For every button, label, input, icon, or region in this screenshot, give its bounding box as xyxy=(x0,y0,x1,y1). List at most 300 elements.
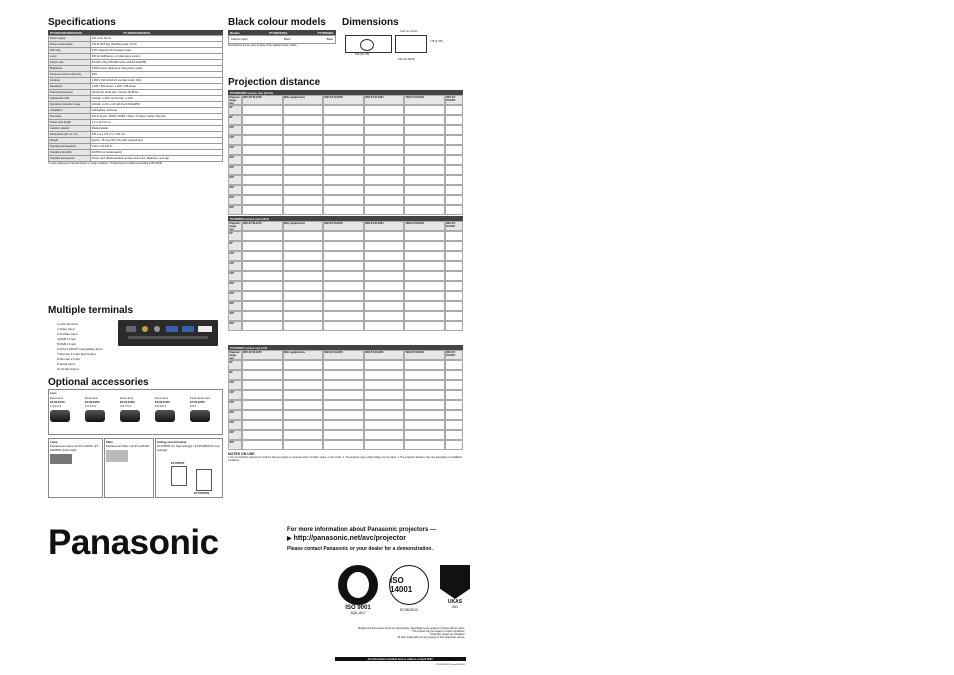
projection-col-header: With ET-DLE450 xyxy=(404,350,445,360)
lens-box xyxy=(48,389,223,435)
spec-value: 50-600 inches (50-300 inches with ET-DLE055) xyxy=(90,60,222,66)
projection-cell xyxy=(283,135,324,145)
projection-cell xyxy=(323,155,364,165)
projection-cell xyxy=(323,125,364,135)
spec-value: Approx. 15.0 kg (33.1 lbs) with supplied lens xyxy=(90,138,222,144)
black-note: Specifications are the same as those of the standard colour models. xyxy=(228,45,298,47)
projection-cell xyxy=(445,231,463,241)
projection-size-label: 150" xyxy=(228,271,242,281)
projection-cell xyxy=(323,175,364,185)
projection-cell xyxy=(445,430,463,440)
filter-image xyxy=(106,450,128,462)
specs-table xyxy=(48,30,223,165)
projection-cell xyxy=(283,125,324,135)
cert-iso9001-top: ISO 9001 xyxy=(345,605,371,611)
projection-col-header: With ET-DLE150 xyxy=(242,95,283,105)
projection-cell xyxy=(242,135,283,145)
projection-cell xyxy=(445,195,463,205)
projection-cell xyxy=(445,241,463,251)
dimensions-drawing-front xyxy=(345,35,392,53)
footer-code: PT-DW5100U Series/D5000U xyxy=(436,664,465,666)
spec-value: 2,000:1 (full on/full off, contrast mode: high) xyxy=(90,78,222,84)
projection-cell xyxy=(242,311,283,321)
projection-cell xyxy=(404,155,445,165)
projection-cell xyxy=(404,380,445,390)
footer-line: Projection images are simulated. xyxy=(430,633,465,637)
terminal-item: 4 RGB 1 Input xyxy=(57,337,77,341)
projection-cell xyxy=(323,115,364,125)
projection-cell xyxy=(404,105,445,115)
arrow-icon: ▶ xyxy=(287,536,292,542)
projection-cell xyxy=(242,301,283,311)
projection-cell xyxy=(445,291,463,301)
projection-cell xyxy=(323,390,364,400)
terminal-item: 9 Serial Input xyxy=(57,362,75,366)
projection-col-header: With ET-DLE350 xyxy=(364,350,405,360)
projection-cell xyxy=(242,195,283,205)
projection-cell xyxy=(283,115,324,125)
projection-cell xyxy=(364,231,405,241)
projection-cell xyxy=(323,261,364,271)
projection-cell xyxy=(242,155,283,165)
projection-cell xyxy=(445,105,463,115)
terminal-item: 6 DVI-D (HDCP Compatible) Input xyxy=(57,347,103,351)
black-r1: Black xyxy=(284,38,291,41)
lens-image xyxy=(85,410,105,422)
projection-cell xyxy=(364,291,405,301)
projection-cell xyxy=(242,251,283,261)
projection-size-label: 200" xyxy=(228,281,242,291)
projection-size-label: 300" xyxy=(228,430,242,440)
projection-cell xyxy=(242,321,283,331)
projection-cell xyxy=(404,440,445,450)
projection-cell xyxy=(445,370,463,380)
projection-cell xyxy=(283,321,324,331)
projection-cell xyxy=(404,175,445,185)
projection-col-header: With ET-DLE250 xyxy=(323,350,364,360)
projection-cell xyxy=(364,440,405,450)
projection-cell xyxy=(323,380,364,390)
spec-value: Molded plastic xyxy=(90,126,222,132)
projection-cell xyxy=(242,380,283,390)
projection-cell xyxy=(283,175,324,185)
terminals-list xyxy=(57,322,127,372)
projection-cell xyxy=(364,261,405,271)
mount-label: Ceiling mount bracket xyxy=(157,440,187,444)
lens-ratio: 3.9-7.5:1 xyxy=(120,404,132,408)
spec-key: Terminals xyxy=(49,114,91,120)
lens-ratio: 0.8:1 xyxy=(190,404,197,408)
projection-cell xyxy=(323,291,364,301)
lens-model: ET-DLE150 xyxy=(50,400,65,404)
projection-cell xyxy=(364,155,405,165)
projection-cell xyxy=(283,155,324,165)
projection-size-label: 120" xyxy=(228,135,242,145)
projection-cell xyxy=(364,251,405,261)
projection-cell xyxy=(242,205,283,215)
spec-value: 120 V AC, 60 Hz xyxy=(90,36,222,42)
projection-cell xyxy=(445,135,463,145)
lens-item xyxy=(190,396,221,422)
lens-image xyxy=(120,410,140,422)
projection-cell xyxy=(283,400,324,410)
terminal-item: 5 RGB 2 Input xyxy=(57,342,77,346)
spec-row xyxy=(49,156,223,162)
terminals-title: Multiple terminals xyxy=(48,305,134,316)
black-h2: PT-D5000UL xyxy=(317,30,334,35)
lens-item xyxy=(155,396,186,422)
projection-cell xyxy=(283,410,324,420)
spec-value: 530 mm x 175 mm x 430 mm xyxy=(90,132,222,138)
projection-grid xyxy=(228,95,463,215)
projection-cell xyxy=(242,360,283,370)
projection-cell xyxy=(364,370,405,380)
projection-cell xyxy=(364,241,405,251)
spec-key: Operating humidity xyxy=(49,150,91,156)
lens-model: ET-DLE350 xyxy=(120,400,135,404)
projection-cell xyxy=(364,271,405,281)
projection-cell xyxy=(364,145,405,155)
projection-cell xyxy=(323,251,364,261)
projection-size-label: 200" xyxy=(228,155,242,165)
projection-cell xyxy=(323,271,364,281)
projection-cell xyxy=(323,165,364,175)
spec-value: 300 W UHM lamps x 2 (dual lamp system) xyxy=(90,54,222,60)
projection-cell xyxy=(404,165,445,175)
filter-label: Filter xyxy=(106,440,113,444)
cert-iso14001-top: ISO 14001 xyxy=(390,576,413,594)
spec-value: 710 W (815 VA) (Standby mode: 16 W) xyxy=(90,42,222,48)
projection-cell xyxy=(323,105,364,115)
projection-col-header: With ET-DLE055 xyxy=(445,95,463,105)
projection-cell xyxy=(364,380,405,390)
projection-col-header: Diagonal image size xyxy=(228,95,242,105)
projection-cell xyxy=(283,370,324,380)
projection-cell xyxy=(364,135,405,145)
cert-iso9001 xyxy=(334,565,382,623)
projection-cell xyxy=(445,145,463,155)
projection-cell xyxy=(242,281,283,291)
projection-col-header: With ET-DLE055 xyxy=(445,350,463,360)
projection-cell xyxy=(283,311,324,321)
projection-cell xyxy=(323,420,364,430)
mount-box xyxy=(155,438,223,498)
projection-cell xyxy=(445,301,463,311)
specs-model-1: PT-DW5100U/DW5100UL xyxy=(50,30,83,35)
specs-model-2: PT-D5000U/D5000UL xyxy=(123,30,151,35)
lens-name: Zoom lens xyxy=(155,396,169,400)
projection-size-label: 400" xyxy=(228,311,242,321)
projection-col-header: With ET-DLE150 xyxy=(242,350,283,360)
projection-size-label: 100" xyxy=(228,125,242,135)
spec-key: Brightness xyxy=(49,66,91,72)
projection-cell xyxy=(404,301,445,311)
spec-key: Center-to-corner uniformity xyxy=(49,72,91,78)
cert-ukas xyxy=(437,565,473,623)
projection-cell xyxy=(323,145,364,155)
projection-size-label: 250" xyxy=(228,420,242,430)
lens-ratio: 1.3-2.0:1 xyxy=(50,404,62,408)
projection-cell xyxy=(445,155,463,165)
projection-cell xyxy=(445,410,463,420)
lens-image xyxy=(50,410,70,422)
mount-model-2: ET-PKD55S xyxy=(194,491,210,495)
projection-cell xyxy=(242,291,283,301)
projection-cell xyxy=(242,165,283,175)
projection-cell xyxy=(242,440,283,450)
projection-col-header: Diagonal image size xyxy=(228,221,242,231)
lens-model: ET-DLE450 xyxy=(155,400,170,404)
spec-key: Cabinet material xyxy=(49,126,91,132)
projection-cell xyxy=(242,261,283,271)
terminal-item: 3 S-Video Input xyxy=(57,332,78,336)
lens-name: Zoom lens xyxy=(120,396,134,400)
spec-key: Lamp xyxy=(49,54,91,60)
spec-value: 6,500 lumens (dual lamp, high power mode) xyxy=(90,66,222,72)
contact-more: For more information about Panasonic projectors — xyxy=(287,527,437,533)
black-table xyxy=(228,30,336,47)
projection-section-title: PT-D5000U screen size (4:3) xyxy=(228,345,463,350)
projection-cell xyxy=(445,271,463,281)
projection-cell xyxy=(445,185,463,195)
projection-cell xyxy=(445,400,463,410)
projection-col-header: With supplied lens xyxy=(283,350,324,360)
lens-label: Lens xyxy=(50,391,57,395)
projection-cell xyxy=(283,271,324,281)
spec-key: Power cord length xyxy=(49,120,91,126)
terminal-item: 7 Remote 1 Input and Output xyxy=(57,352,96,356)
projection-cell xyxy=(242,410,283,420)
projection-cell xyxy=(364,311,405,321)
projection-cell xyxy=(323,321,364,331)
black-title: Black colour models xyxy=(228,17,326,28)
projection-size-label: 60" xyxy=(228,231,242,241)
spec-key: Weight xyxy=(49,138,91,144)
projection-col-header: With ET-DLE450 xyxy=(404,95,445,105)
projection-cell xyxy=(364,321,405,331)
projection-cell xyxy=(242,115,283,125)
projection-col-header: With ET-DLE250 xyxy=(323,221,364,231)
projection-notes: 1. Do not install the projector in locations that are subject to excessive water, humidity, steam, or oily smoke. 2. The projector uses a high-voltage mercury lamp. 3. The projection distance may vary depending on installation conditions. xyxy=(228,456,463,462)
projection-cell xyxy=(404,400,445,410)
accessories-title: Optional accessories xyxy=(48,377,149,388)
lens-item xyxy=(50,396,81,422)
projection-size-label: 400" xyxy=(228,185,242,195)
spec-value: 3.0 m (9 ft 10 in) xyxy=(90,120,222,126)
lens-grid xyxy=(50,396,221,422)
projection-cell xyxy=(283,390,324,400)
spec-key: Power supply xyxy=(49,36,91,42)
projection-cell xyxy=(242,370,283,380)
projection-cell xyxy=(242,231,283,241)
projection-cell xyxy=(364,410,405,420)
projection-cell xyxy=(364,125,405,135)
dimensions-h: 175 (6-7/8) xyxy=(430,40,443,43)
projection-cell xyxy=(242,390,283,400)
projection-size-label: 150" xyxy=(228,400,242,410)
projection-size-label: 400" xyxy=(228,440,242,450)
spec-key: Optical lens shift xyxy=(49,96,91,102)
projection-cell xyxy=(283,291,324,301)
projection-cell xyxy=(445,281,463,291)
projection-cell xyxy=(323,410,364,420)
projection-cell xyxy=(364,115,405,125)
projection-cell xyxy=(404,231,445,241)
projection-cell xyxy=(404,195,445,205)
projection-cell xyxy=(323,281,364,291)
projection-cell xyxy=(404,360,445,370)
projection-cell xyxy=(404,205,445,215)
projection-cell xyxy=(445,115,463,125)
projection-cell xyxy=(364,175,405,185)
cert-iso14001 xyxy=(385,565,433,623)
lens-name: Fixed-focus lens xyxy=(190,396,211,400)
projection-cell xyxy=(283,380,324,390)
projection-cell xyxy=(404,271,445,281)
footer-valid: All information included here is valid as of April 2007. xyxy=(335,657,466,661)
dimensions-d: 430 (16-15/16) xyxy=(398,58,416,61)
projection-cell xyxy=(404,420,445,430)
projection-section-title: PT-DW5100U screen size (16:10) xyxy=(228,90,463,95)
footer-line: This product may be subject to export regulations. xyxy=(412,630,465,634)
specs-title: Specifications xyxy=(48,17,116,28)
projection-cell xyxy=(404,125,445,135)
mount-image-2 xyxy=(196,469,212,491)
dimensions-title: Dimensions xyxy=(342,17,399,28)
projection-size-label: 300" xyxy=(228,301,242,311)
projection-cell xyxy=(283,440,324,450)
projection-grid xyxy=(228,221,463,331)
projection-size-label: 600" xyxy=(228,205,242,215)
lens-item xyxy=(120,396,151,422)
projection-cell xyxy=(323,185,364,195)
projection-cell xyxy=(323,241,364,251)
projection-cell xyxy=(445,420,463,430)
cert-ukas-top: UKAS xyxy=(447,599,463,605)
projection-size-label: 120" xyxy=(228,390,242,400)
projection-cell xyxy=(323,135,364,145)
projection-cell xyxy=(283,281,324,291)
spec-value: Vertical: +/-40 (+/-22 with the ET-DLE055) xyxy=(90,102,222,108)
spec-key: Dimensions (W x H x D) xyxy=(49,132,91,138)
projection-cell xyxy=(323,370,364,380)
projection-cell xyxy=(283,360,324,370)
projection-size-label: 250" xyxy=(228,165,242,175)
projection-col-header: Diagonal image size xyxy=(228,350,242,360)
projection-cell xyxy=(242,125,283,135)
projection-cell xyxy=(404,291,445,301)
spec-value: 20-80% (no condensation) xyxy=(90,150,222,156)
projection-cell xyxy=(364,281,405,291)
lens-model: ET-DLE055 xyxy=(190,400,205,404)
lens-model: ET-DLE250 xyxy=(85,400,100,404)
black-h0: Models xyxy=(230,30,240,35)
black-h1: PT-DW5100UL xyxy=(269,30,289,35)
specs-rows xyxy=(48,35,223,162)
spec-value: 90% xyxy=(90,72,222,78)
projection-cell xyxy=(323,360,364,370)
terminal-item: 8 Remote 2 Input xyxy=(57,357,81,361)
footer-line: Weights and dimensions shown are approximate. Specifications are subject to change without notice. xyxy=(357,627,465,630)
projection-size-label: 150" xyxy=(228,145,242,155)
projection-size-label: 200" xyxy=(228,410,242,420)
contact-url-text[interactable]: http://panasonic.net/avc/projector xyxy=(293,535,406,542)
projection-cell xyxy=(404,115,445,125)
projection-cell xyxy=(323,195,364,205)
projection-cell xyxy=(323,205,364,215)
spec-key: Resolution xyxy=(49,84,91,90)
projection-cell xyxy=(283,105,324,115)
projection-cell xyxy=(445,390,463,400)
projection-cell xyxy=(323,430,364,440)
projection-cell xyxy=(283,420,324,430)
projection-title: Projection distance xyxy=(228,77,321,88)
projection-col-header: With ET-DLE350 xyxy=(364,221,405,231)
projection-cell xyxy=(445,321,463,331)
projection-cell xyxy=(364,165,405,175)
specs-notes: *1 Lamp replacement intervals depend on usage conditions. *2 Measurement conditions according to ISO 21118. xyxy=(48,163,163,165)
projection-cell xyxy=(404,261,445,271)
projection-size-label: 60" xyxy=(228,360,242,370)
black-row xyxy=(228,35,336,44)
projection-size-label: 120" xyxy=(228,261,242,271)
lamp-label: Lamp xyxy=(50,440,58,444)
projection-cell xyxy=(242,241,283,251)
footer-line: All other trademarks are the property of their respective owners. xyxy=(397,636,465,640)
projection-cell xyxy=(283,185,324,195)
spec-value: Vertical: +/-50%, Horizontal: +/-10% xyxy=(90,96,222,102)
projection-section-title: PT-D5000U screen size (16:9) xyxy=(228,216,463,221)
projection-cell xyxy=(445,261,463,271)
spec-key: Power consumption xyxy=(49,42,91,48)
projection-size-label: 80" xyxy=(228,241,242,251)
projection-cell xyxy=(283,241,324,251)
spec-value: DVI-D 24-pin / RGB1 / RGB2 / Video / S-Video / Serial / Remote xyxy=(90,114,222,120)
footer-lines xyxy=(320,627,465,640)
lens-image xyxy=(190,410,210,422)
projection-cell xyxy=(364,195,405,205)
projection-cell xyxy=(242,430,283,440)
spec-value: 1,280 x 800 pixels / 1,024 x 768 pixels xyxy=(90,84,222,90)
projection-cell xyxy=(323,231,364,241)
projection-cell xyxy=(242,185,283,195)
projection-cell xyxy=(364,390,405,400)
projection-cell xyxy=(364,360,405,370)
projection-cell xyxy=(404,185,445,195)
projection-cell xyxy=(404,281,445,291)
cert-ukas-bottom: 061 xyxy=(452,605,458,609)
spec-value: Horizontal: 15-91 kHz, Vertical: 50-85 Hz xyxy=(90,90,222,96)
projection-cell xyxy=(283,301,324,311)
projection-cell xyxy=(404,135,445,145)
projection-cell xyxy=(404,390,445,400)
projection-cell xyxy=(283,251,324,261)
projection-cell xyxy=(242,420,283,430)
projection-cell xyxy=(364,205,405,215)
dimensions-drawing-side xyxy=(395,35,427,53)
lens-name: Zoom lens xyxy=(50,396,64,400)
projection-size-label: 250" xyxy=(228,291,242,301)
projection-col-header: With ET-DLE450 xyxy=(404,221,445,231)
projection-cell xyxy=(445,360,463,370)
projection-cell xyxy=(323,440,364,450)
projection-cell xyxy=(242,175,283,185)
spec-key: DLP chip xyxy=(49,48,91,54)
projection-cell xyxy=(404,251,445,261)
projection-cell xyxy=(242,105,283,115)
spec-value: 0-40 C (32-104 F) xyxy=(90,144,222,150)
projection-cell xyxy=(323,400,364,410)
